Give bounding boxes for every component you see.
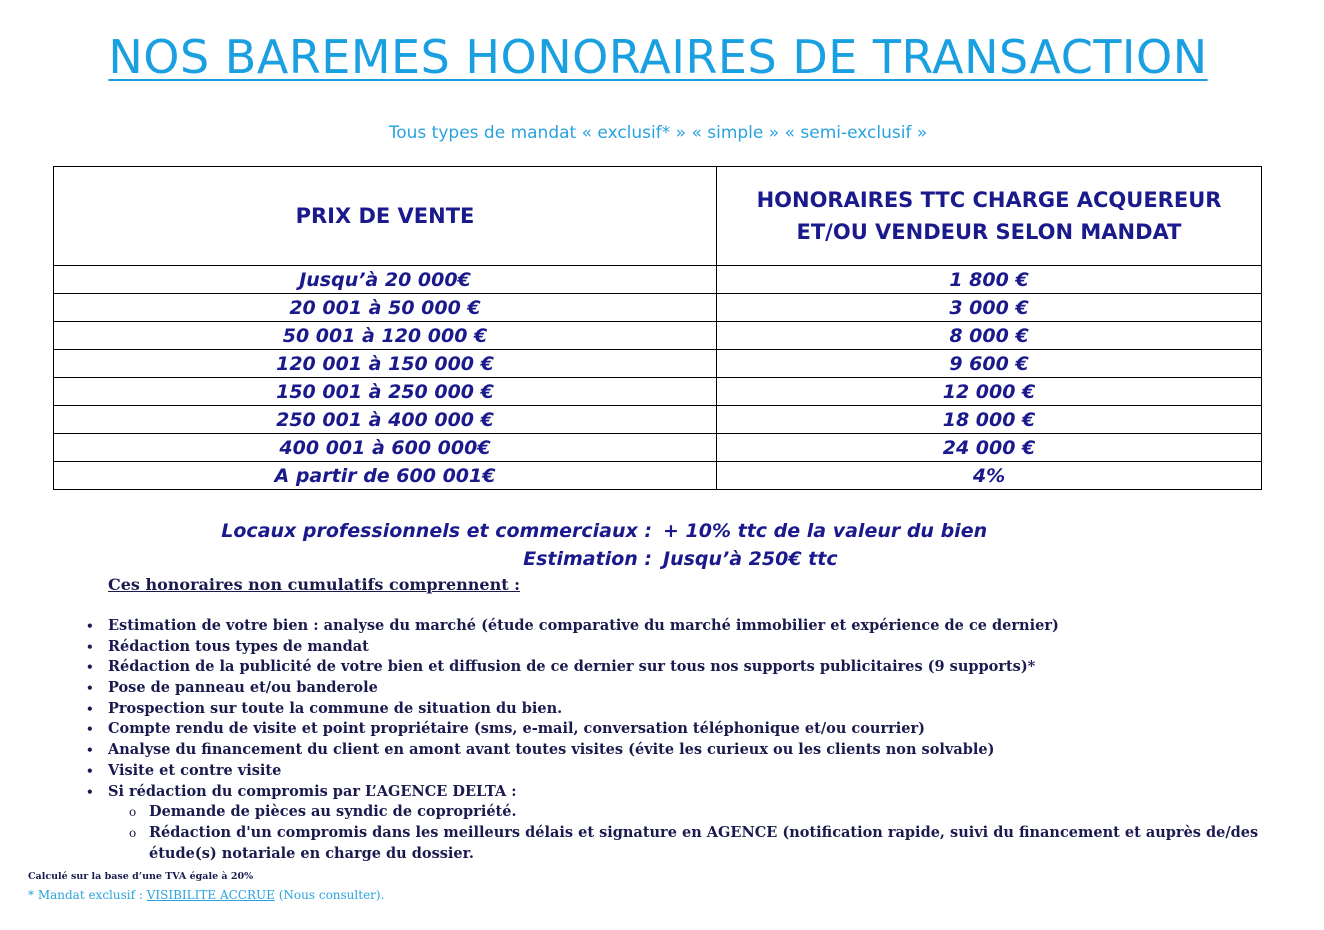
list-item: • Estimation de votre bien : analyse du marché (étude comparative du marché immobilier et expérience de ce dernier)	[108, 616, 1298, 637]
visibility-link[interactable]: VISIBILITE ACCRUE	[146, 888, 275, 902]
sublist-container	[108, 802, 1298, 864]
header-fees: HONORAIRES TTC CHARGE ACQUEREUR ET/OU VENDEUR SELON MANDAT	[717, 167, 1262, 266]
subtitle: Tous types de mandat « exclusif* » « simple » « semi-exclusif »	[388, 123, 928, 143]
bullet-icon: •	[86, 619, 94, 633]
list-item: • Compte rendu de visite et point propriétaire (sms, e-mail, conversation téléphonique et/ou courrier)	[108, 719, 1298, 740]
price-cell: 20 001 à 50 000 €	[54, 294, 717, 322]
table-row	[54, 434, 1262, 462]
table-header-row	[54, 167, 1262, 266]
list-item: • Pose de panneau et/ou banderole	[108, 678, 1298, 699]
page-title: NOS BAREMES HONORAIRES DE TRANSACTION	[108, 30, 1208, 84]
mandat-footnote	[28, 888, 384, 902]
sub-list-item: o Rédaction d'un compromis dans les meilleurs délais et signature en AGENCE (notification rapide, suivi du financement et auprès de/des étude(s) notariale en charge du dossier.	[129, 823, 1259, 862]
list-item: • Analyse du financement du client en amont avant toutes visites (évite les curieux ou les clients non solvable)	[108, 740, 1298, 761]
extra-label: Locaux professionnels et commerciaux :	[221, 520, 652, 542]
circle-bullet-icon: o	[129, 825, 137, 840]
bullet-icon: •	[86, 743, 94, 758]
included-services-list	[86, 616, 1298, 864]
bullet-icon: •	[86, 701, 94, 716]
fee-cell: 3 000 €	[717, 294, 1262, 322]
fee-cell: 8 000 €	[717, 322, 1262, 350]
extra-label: Estimation :	[523, 548, 652, 570]
extra-value: + 10% ttc de la valeur du bien	[663, 520, 988, 542]
list-item: • Rédaction de la publicité de votre bien et diffusion de ce dernier sur tous nos supports publicitaires (9 supports)*	[108, 657, 1298, 678]
price-cell: A partir de 600 001€	[54, 462, 717, 490]
circle-bullet-icon: o	[129, 805, 137, 820]
header-sale-price: PRIX DE VENTE	[54, 167, 717, 266]
price-cell: 120 001 à 150 000 €	[54, 350, 717, 378]
table-row	[54, 322, 1262, 350]
fees-table	[53, 166, 1262, 490]
bullet-icon: •	[86, 681, 94, 696]
sub-list-item: o Demande de pièces au syndic de copropriété.	[108, 802, 1298, 823]
fee-cell: 4%	[717, 462, 1262, 490]
extra-value: Jusqu’à 250€ ttc	[663, 548, 838, 570]
fee-cell: 12 000 €	[717, 378, 1262, 406]
bullet-icon: •	[86, 784, 94, 799]
sub-list	[108, 802, 1298, 864]
list-item: • Prospection sur toute la commune de situation du bien.	[108, 699, 1298, 720]
bullet-icon: •	[86, 722, 94, 737]
bullet-icon: •	[86, 763, 94, 778]
bullet-icon: •	[86, 660, 94, 675]
price-cell: 400 001 à 600 000€	[54, 434, 717, 462]
table-row	[54, 350, 1262, 378]
fee-cell: 24 000 €	[717, 434, 1262, 462]
price-cell: 150 001 à 250 000 €	[54, 378, 717, 406]
list-item: • Visite et contre visite	[108, 761, 1298, 782]
bullet-icon: •	[86, 639, 94, 654]
fee-cell: 1 800 €	[717, 266, 1262, 294]
fee-cell: 18 000 €	[717, 406, 1262, 434]
list-item: • Si rédaction du compromis par L’AGENCE DELTA :	[108, 782, 1298, 803]
price-cell: 250 001 à 400 000 €	[54, 406, 717, 434]
mandat-footnote-prefix: * Mandat exclusif :	[28, 888, 143, 902]
price-cell: 50 001 à 120 000 €	[54, 322, 717, 350]
fee-cell: 9 600 €	[717, 350, 1262, 378]
table-row	[54, 378, 1262, 406]
table-row	[54, 462, 1262, 490]
table-row	[54, 294, 1262, 322]
tva-footnote: Calculé sur la base d’une TVA égale à 20%	[28, 871, 254, 882]
price-cell: Jusqu’à 20 000€	[54, 266, 717, 294]
list-item: • Rédaction tous types de mandat	[108, 637, 1298, 658]
table-row	[54, 266, 1262, 294]
table-row	[54, 406, 1262, 434]
includes-heading: Ces honoraires non cumulatifs comprennent :	[108, 575, 521, 594]
mandat-footnote-suffix: (Nous consulter).	[278, 888, 385, 902]
